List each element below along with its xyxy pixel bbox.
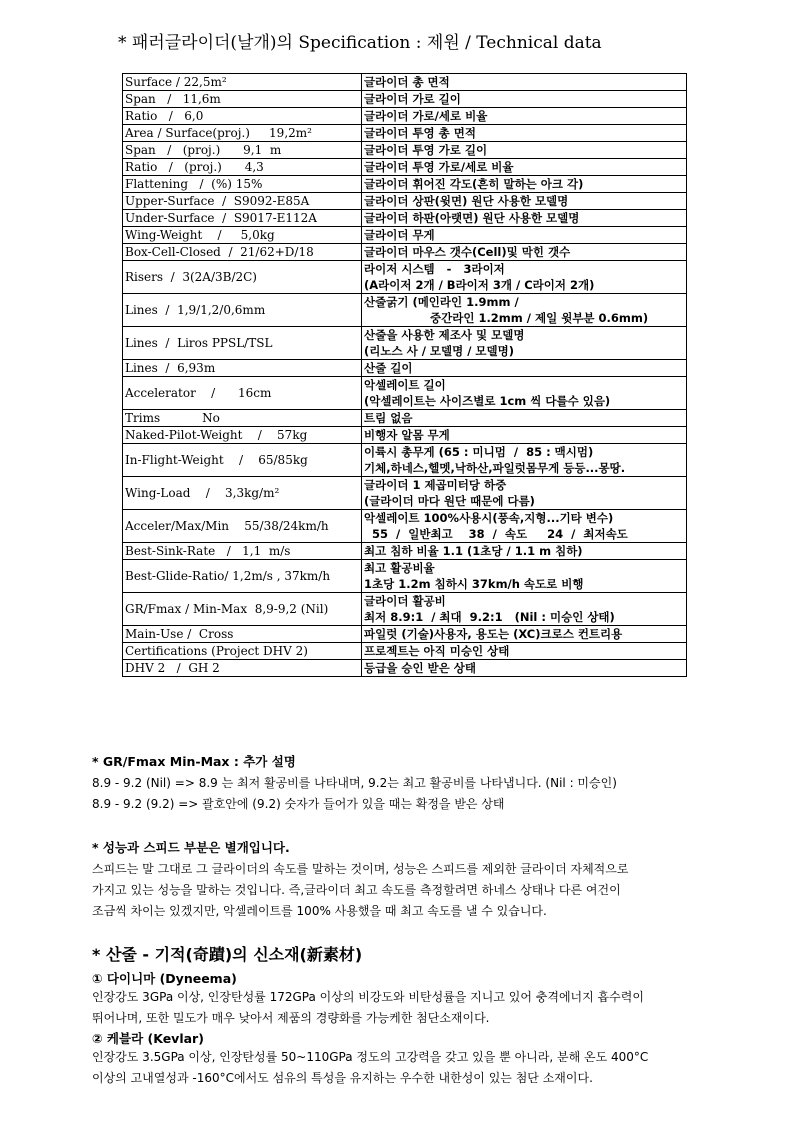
spec-key: Lines / 1,9/1,2/0,6mm <box>123 294 362 327</box>
spec-value-line: 산줄 길이 <box>364 361 413 375</box>
material-kevlar-title: ② 케블라 (Kevlar) <box>92 1031 204 1046</box>
note-performance-line: 조금씩 차이는 있겠지만, 악셀레이트를 100% 사용했을 때 최고 속도를 낼 수 있습니다. <box>92 904 547 918</box>
spec-key: Naked-Pilot-Weight / 57kg <box>123 427 362 444</box>
spec-value-line: (글라이더 마다 원단 때문에 다름) <box>364 494 535 508</box>
spec-value <box>362 210 687 227</box>
spec-key: Box-Cell-Closed / 21/62+D/18 <box>123 244 362 261</box>
spec-key: Surface / 22,5m² <box>123 74 362 91</box>
note-line-materials <box>92 942 648 1089</box>
spec-key: Certifications (Project DHV 2) <box>123 643 362 660</box>
spec-table-body <box>123 74 687 677</box>
spec-value <box>362 427 687 444</box>
spec-value <box>362 261 687 294</box>
note-performance-speed <box>92 838 628 922</box>
spec-row <box>123 244 687 261</box>
note-performance-heading: * 성능과 스피드 부분은 별개입니다. <box>92 840 290 855</box>
spec-row <box>123 176 687 193</box>
spec-row <box>123 142 687 159</box>
spec-value <box>362 294 687 327</box>
spec-row <box>123 444 687 477</box>
spec-value <box>362 327 687 360</box>
spec-value-line: 중간라인 1.2mm / 제일 윗부분 0.6mm) <box>430 311 649 325</box>
spec-value-line: 비행자 알몸 무게 <box>364 428 450 442</box>
spec-value-line: 산줄굵기 (메인라인 1.9mm / <box>364 295 519 309</box>
spec-row <box>123 427 687 444</box>
spec-value <box>362 560 687 593</box>
spec-value <box>362 410 687 427</box>
spec-value-line: 글라이더 활공비 <box>364 594 446 608</box>
spec-key: Span / 11,6m <box>123 91 362 108</box>
spec-value-line: (A라이저 2개 / B라이저 3개 / C라이저 2개) <box>364 278 595 292</box>
spec-row <box>123 510 687 543</box>
spec-key: Lines / 6,93m <box>123 360 362 377</box>
spec-key: Ratio / 6,0 <box>123 108 362 125</box>
spec-table <box>122 73 687 677</box>
material-dyneema-line: 인장강도 3GPa 이상, 인장탄성률 172GPa 이상의 비강도와 비탄성률을 지니고 있어 충격에너지 흡수력이 <box>92 990 644 1004</box>
spec-value-line: 파일럿 (기술)사용자, 용도는 (XC)크로스 컨트리용 <box>364 627 623 641</box>
spec-value-line: 글라이더 하판(아랫면) 원단 사용한 모델명 <box>364 211 580 225</box>
spec-key: Accelerator / 16cm <box>123 377 362 410</box>
spec-value-line: 글라이더 가로/세로 비율 <box>364 109 488 123</box>
spec-value <box>362 593 687 626</box>
spec-row <box>123 193 687 210</box>
spec-key: In-Flight-Weight / 65/85kg <box>123 444 362 477</box>
spec-value <box>362 444 687 477</box>
spec-row <box>123 660 687 677</box>
spec-value <box>362 193 687 210</box>
spec-row <box>123 560 687 593</box>
note-performance-line: 스피드는 말 그대로 그 글라이더의 속도를 말하는 것이며, 성능은 스피드를 제외한 글라이더 자체적으로 <box>92 862 629 876</box>
spec-key: Wing-Load / 3,3kg/m² <box>123 477 362 510</box>
spec-value-line: 최저 8.9:1 / 최대 9.2:1 (Nil : 미승인 상태) <box>364 610 615 624</box>
note-gr-fmax <box>92 752 617 815</box>
spec-key: DHV 2 / GH 2 <box>123 660 362 677</box>
spec-row <box>123 261 687 294</box>
spec-value <box>362 176 687 193</box>
spec-value <box>362 125 687 142</box>
spec-row <box>123 327 687 360</box>
spec-row <box>123 294 687 327</box>
spec-value <box>362 360 687 377</box>
spec-row <box>123 543 687 560</box>
spec-value <box>362 108 687 125</box>
spec-key: Main-Use / Cross <box>123 626 362 643</box>
spec-row <box>123 91 687 108</box>
spec-value-line: 글라이더 가로 길이 <box>364 92 461 106</box>
spec-value-line: 글라이더 무게 <box>364 228 435 242</box>
spec-value-line: 글라이더 휘어진 각도(흔히 말하는 아크 각) <box>364 177 584 191</box>
spec-value-line: 악셀레이트 100%사용시(풍속,지형...기타 변수) <box>364 511 614 525</box>
spec-value-line: 악셀레이트 길이 <box>364 378 446 392</box>
material-kevlar-line: 이상의 고내열성과 -160°C에서도 섬유의 특성을 유지하는 우수한 내한성이 있는 첨단 소재이다. <box>92 1071 593 1085</box>
spec-key: Best-Sink-Rate / 1,1 m/s <box>123 543 362 560</box>
spec-value-line: 1초당 1.2m 침하시 37km/h 속도로 비행 <box>364 577 584 591</box>
spec-value-line: 최고 활공비율 <box>364 561 435 575</box>
spec-row <box>123 593 687 626</box>
spec-key: Trims No <box>123 410 362 427</box>
spec-value <box>362 377 687 410</box>
spec-value <box>362 159 687 176</box>
spec-value-line: 트림 없음 <box>364 411 413 425</box>
spec-row <box>123 159 687 176</box>
spec-key: Span / (proj.) 9,1 m <box>123 142 362 159</box>
spec-key: Under-Surface / S9017-E112A <box>123 210 362 227</box>
spec-value-line: 라이저 시스템 - 3라이저 <box>364 262 505 276</box>
spec-value-line: (리노스 사 / 모델명 / 모델명) <box>364 344 515 358</box>
spec-key: Best-Glide-Ratio/ 1,2m/s , 37km/h <box>123 560 362 593</box>
spec-value <box>362 477 687 510</box>
spec-value-line: 글라이더 총 면적 <box>364 75 450 89</box>
note-gr-fmax-heading: * GR/Fmax Min-Max : 추가 설명 <box>92 754 296 769</box>
spec-value-line: 이륙시 총무게 (65 : 미니멈 / 85 : 맥시멈) <box>364 445 594 459</box>
spec-value <box>362 74 687 91</box>
spec-row <box>123 477 687 510</box>
spec-value-line: 55 / 일반최고 38 / 속도 24 / 최저속도 <box>364 527 628 541</box>
spec-value-line: 글라이더 마우스 갯수(Cell)및 막힌 갯수 <box>364 245 571 259</box>
spec-value <box>362 510 687 543</box>
spec-value-line: 글라이더 투영 총 면적 <box>364 126 476 140</box>
spec-value-line: 산줄을 사용한 제조사 및 모델명 <box>364 328 525 342</box>
spec-value <box>362 643 687 660</box>
spec-row <box>123 125 687 142</box>
spec-row <box>123 643 687 660</box>
spec-value-line: 글라이더 투영 가로 길이 <box>364 143 488 157</box>
spec-value-line: (악셀레이트는 사이즈별로 1cm 씩 다를수 있음) <box>364 394 611 408</box>
spec-key: GR/Fmax / Min-Max 8,9-9,2 (Nil) <box>123 593 362 626</box>
material-dyneema-title: ① 다이니마 (Dyneema) <box>92 971 237 986</box>
note-gr-fmax-line: 8.9 - 9.2 (Nil) => 8.9 는 최저 활공비를 나타내며, 9.2는 최고 활공비를 나타냅니다. (Nil : 미승인) <box>92 776 617 790</box>
spec-value-line: 프로젝트는 아직 미승인 상태 <box>364 644 510 658</box>
material-kevlar-line: 인장강도 3.5GPa 이상, 인장탄성률 50~110GPa 정도의 고강력을 갖고 있을 뿐 아니라, 분해 온도 400°C <box>92 1050 649 1064</box>
spec-key: Ratio / (proj.) 4,3 <box>123 159 362 176</box>
spec-key: Upper-Surface / S9092-E85A <box>123 193 362 210</box>
spec-row <box>123 410 687 427</box>
spec-key: Flattening / (%) 15% <box>123 176 362 193</box>
spec-row <box>123 360 687 377</box>
spec-value <box>362 626 687 643</box>
spec-row <box>123 108 687 125</box>
spec-key: Risers / 3(2A/3B/2C) <box>123 261 362 294</box>
spec-value <box>362 91 687 108</box>
spec-value-line: 글라이더 투영 가로/세로 비율 <box>364 160 514 174</box>
spec-row <box>123 227 687 244</box>
spec-value-line: 글라이더 상판(윗면) 원단 사용한 모델명 <box>364 194 569 208</box>
spec-row <box>123 377 687 410</box>
note-materials-heading: * 산줄 - 기적(奇蹟)의 신소재(新素材) <box>92 945 363 964</box>
spec-key: Wing-Weight / 5,0kg <box>123 227 362 244</box>
spec-value-line: 기체,하네스,헬멧,낙하산,파일럿몸무게 등등...몽땅. <box>364 461 626 475</box>
spec-value <box>362 142 687 159</box>
note-performance-line: 가지고 있는 성능을 말하는 것입니다. 즉,글라이더 최고 속도를 측정할려면 하네스 상태나 다른 여건이 <box>92 883 621 897</box>
spec-row <box>123 74 687 91</box>
spec-row <box>123 626 687 643</box>
spec-value <box>362 543 687 560</box>
spec-row <box>123 210 687 227</box>
note-gr-fmax-line: 8.9 - 9.2 (9.2) => 괄호안에 (9.2) 숫자가 들어가 있을 때는 확정을 받은 상태 <box>92 797 505 811</box>
material-dyneema-line: 뛰어나며, 또한 밀도가 매우 낮아서 제품의 경량화를 가능케한 첨단소재이다. <box>92 1011 490 1025</box>
spec-value <box>362 244 687 261</box>
spec-key: Lines / Liros PPSL/TSL <box>123 327 362 360</box>
page-title: * 패러글라이더(날개)의 Specification : 제원 / Technical data <box>118 33 602 53</box>
spec-value <box>362 660 687 677</box>
spec-key: Acceler/Max/Min 55/38/24km/h <box>123 510 362 543</box>
spec-value-line: 최고 침하 비율 1.1 (1초당 / 1.1 m 침하) <box>364 544 583 558</box>
spec-value-line: 등급을 승인 받은 상태 <box>364 661 476 675</box>
spec-value <box>362 227 687 244</box>
spec-value-line: 글라이더 1 제곱미터당 하중 <box>364 478 507 492</box>
spec-key: Area / Surface(proj.) 19,2m² <box>123 125 362 142</box>
